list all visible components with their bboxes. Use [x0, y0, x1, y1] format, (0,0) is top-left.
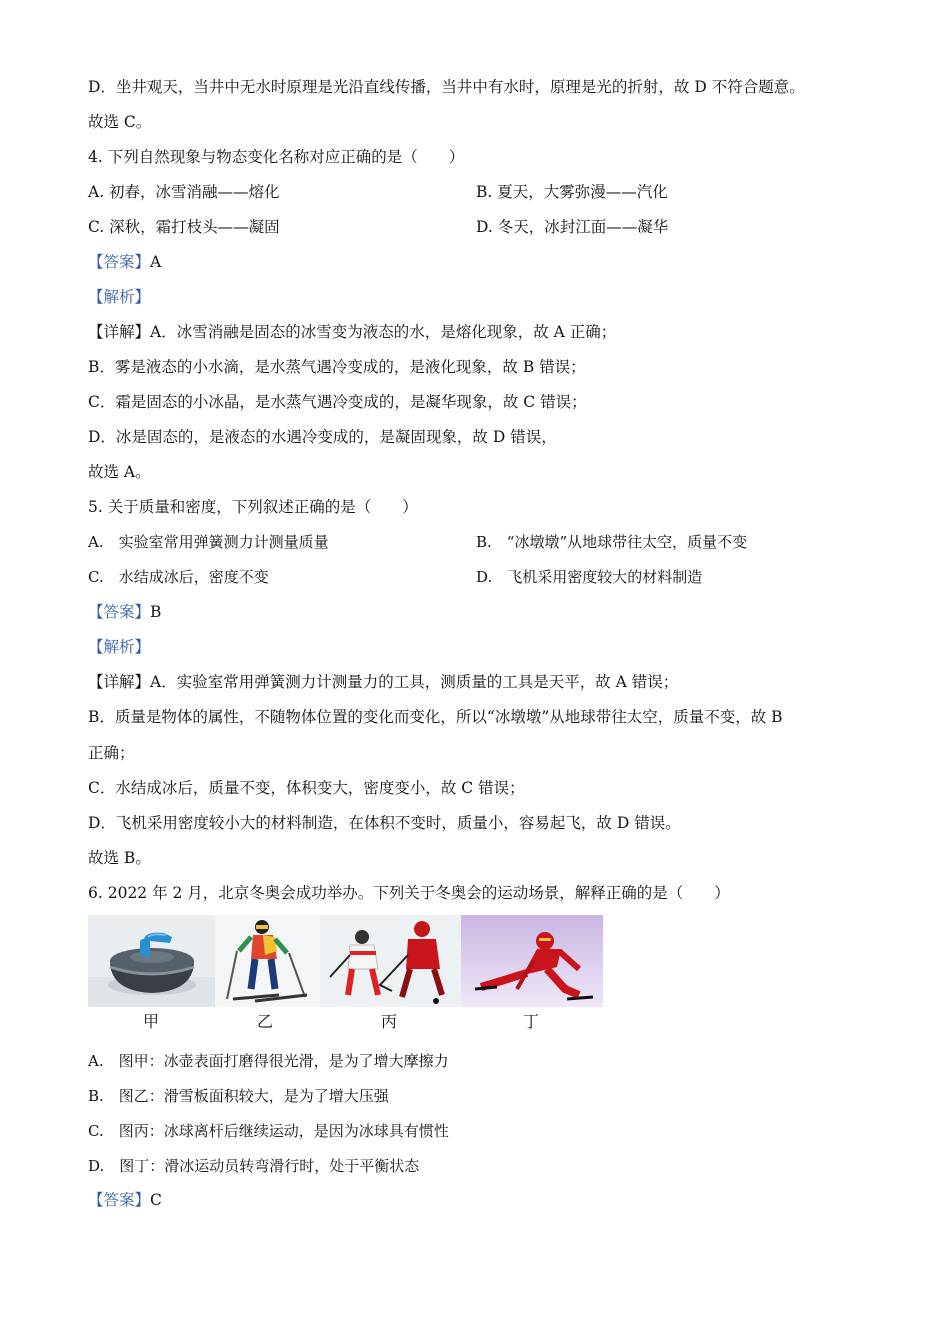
q6-stem: 6. 2022 年 2 月，北京冬奥会成功举办。下列关于冬奥会的运动场景，解释正确的是（ ）	[88, 884, 730, 902]
q5-conclusion: 故选 B。	[88, 849, 151, 867]
answer-tag: 【答案】	[88, 1191, 151, 1209]
q4-detail-d: D．冰是固态的，是液态的水遇冷变成的，是凝固现象，故 D 错误，	[88, 428, 557, 446]
detail-tag: 【详解】	[88, 673, 151, 691]
photo-skier	[215, 915, 320, 1007]
q6-option-c: C. 图丙：冰球离杆后继续运动，是因为冰球具有惯性	[88, 1122, 449, 1140]
photo-caption-yi: 乙	[257, 1012, 274, 1031]
q5-option-d: D. 飞机采用密度较大的材料制造	[476, 568, 703, 586]
q4-option-c: C. 深秋，霜打枝头——凝固	[88, 218, 280, 236]
detail-text: A．实验室常用弹簧测力计测量力的工具，测质量的工具是天平，故 A 错误；	[150, 673, 679, 691]
prev-option-d-analysis: D．坐井观天，当井中无水时原理是光沿直线传播，当井中有水时，原理是光的折射，故 D 不符合题意。	[88, 78, 805, 96]
detail-text: A．冰雪消融是固态的冰雪变为液态的水，是熔化现象，故 A 正确；	[150, 323, 617, 341]
q5-detail-a	[88, 671, 678, 693]
q4-conclusion: 故选 A。	[88, 463, 151, 481]
q4-option-b: B. 夏天，大雾弥漫——汽化	[476, 183, 668, 201]
answer-value: B	[150, 603, 162, 621]
q4-answer	[88, 251, 161, 273]
answer-tag: 【答案】	[88, 253, 151, 271]
q6-option-b: B. 图乙：滑雪板面积较大，是为了增大压强	[88, 1087, 389, 1105]
q4-option-d: D. 冬天，冰封江面——凝华	[476, 218, 669, 236]
q6-option-a: A. 图甲：冰壶表面打磨得很光滑，是为了增大摩擦力	[88, 1052, 449, 1070]
photo-ice-hockey	[320, 915, 461, 1007]
q5-detail-b-line1: B．质量是物体的属性，不随物体位置的变化而变化，所以“冰墩墩”从地球带往太空，质量不变，故 B	[88, 708, 783, 726]
q5-analysis-tag: 【解析】	[88, 638, 151, 656]
q5-detail-d: D．飞机采用密度较小大的材料制造，在体积不变时，质量小，容易起飞，故 D 错误。	[88, 814, 681, 832]
q5-answer	[88, 601, 161, 623]
answer-value: C	[150, 1191, 162, 1209]
photo-curling-stone	[88, 915, 215, 1007]
prev-conclusion: 故选 C。	[88, 113, 152, 131]
q4-stem: 4. 下列自然现象与物态变化名称对应正确的是（ ）	[88, 148, 465, 166]
answer-tag: 【答案】	[88, 603, 151, 621]
q4-option-a: A. 初春，冰雪消融——熔化	[88, 183, 280, 201]
q5-detail-b-line2: 正确；	[88, 744, 135, 762]
q5-option-b: B. “冰墩墩”从地球带往太空，质量不变	[476, 533, 748, 551]
winter-olympics-photo-strip	[88, 915, 603, 1007]
q5-stem: 5. 关于质量和密度，下列叙述正确的是（ ）	[88, 498, 418, 516]
q4-detail-a	[88, 321, 616, 343]
q6-answer	[88, 1189, 162, 1211]
q4-detail-b: B．雾是液态的小水滴，是水蒸气遇冷变成的，是液化现象，故 B 错误；	[88, 358, 586, 376]
detail-tag: 【详解】	[88, 323, 151, 341]
q5-detail-c: C．水结成冰后，质量不变，体积变大，密度变小，故 C 错误；	[88, 779, 525, 797]
q6-option-d: D. 图丁：滑冰运动员转弯滑行时，处于平衡状态	[88, 1157, 420, 1175]
q5-option-a: A. 实验室常用弹簧测力计测量质量	[88, 533, 329, 551]
q4-detail-c: C．霜是固态的小冰晶，是水蒸气遇冷变成的，是凝华现象，故 C 错误；	[88, 393, 587, 411]
photo-caption-bing: 丙	[381, 1012, 398, 1031]
photo-speed-skater	[461, 915, 603, 1007]
q4-analysis-tag: 【解析】	[88, 288, 151, 306]
q5-option-c: C. 水结成冰后，密度不变	[88, 568, 269, 586]
answer-value: A	[150, 253, 162, 271]
photo-caption-ding: 丁	[523, 1012, 540, 1031]
photo-caption-jia: 甲	[143, 1012, 160, 1031]
